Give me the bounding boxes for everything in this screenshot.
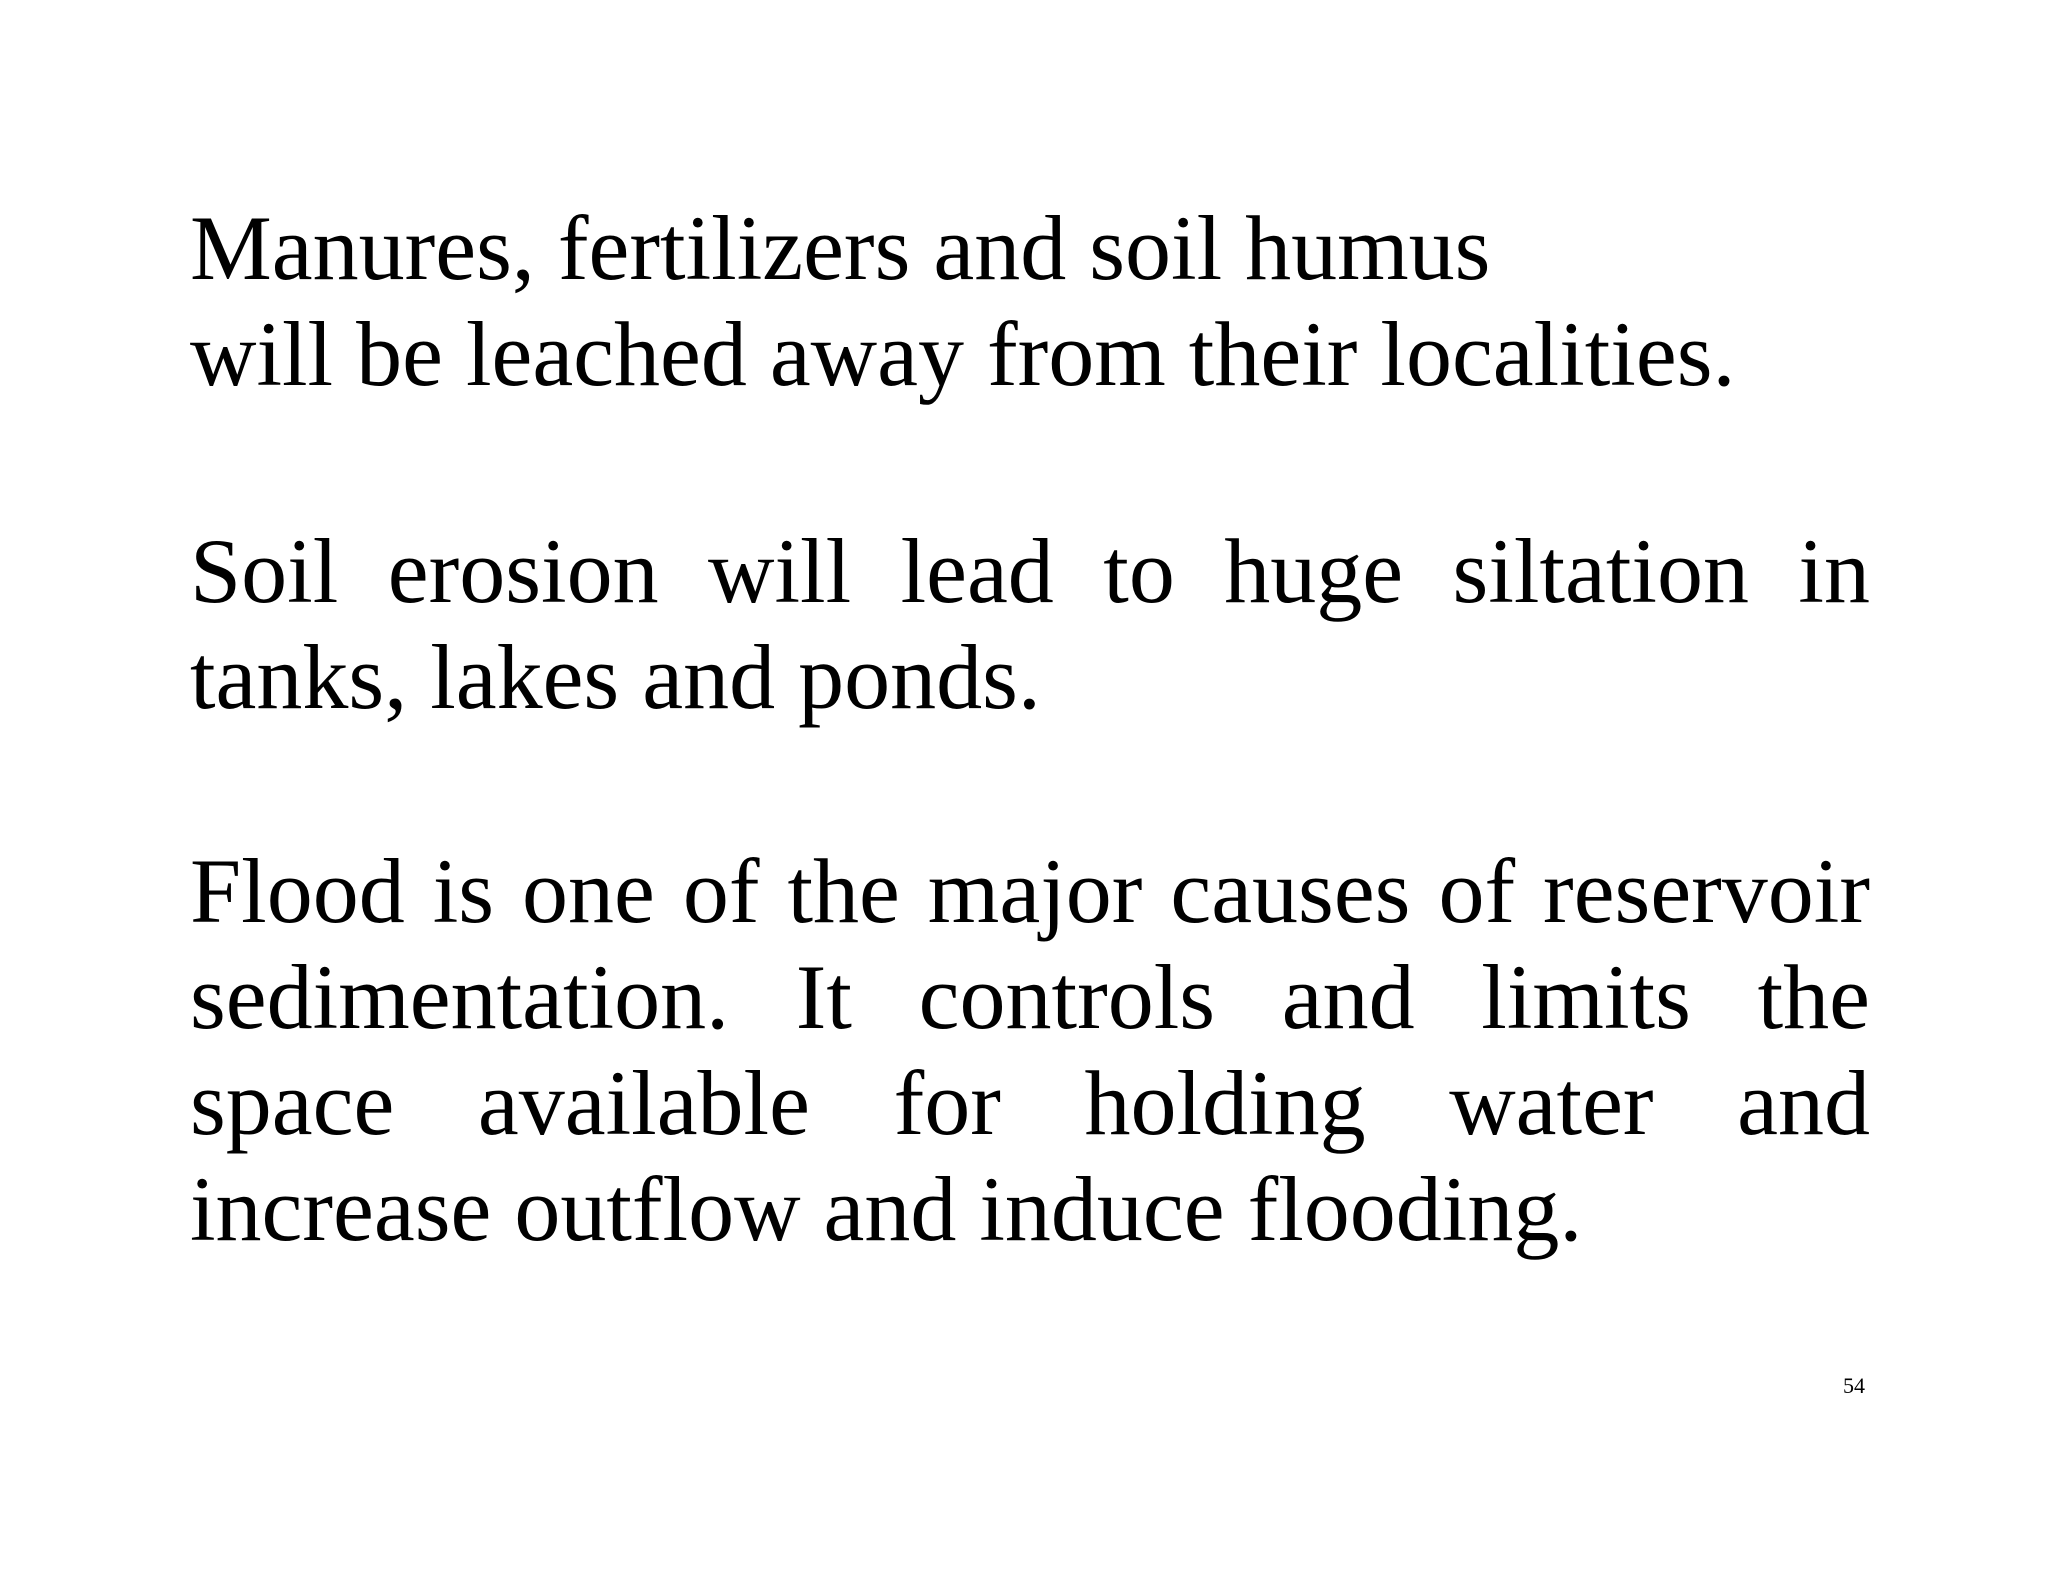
paragraph-line: tanks, lakes and ponds.: [190, 626, 1041, 728]
paragraph-manures: [190, 195, 1870, 407]
paragraph-line: Flood is one of the major causes of reservoir: [190, 840, 1870, 942]
paragraph-flood: [190, 838, 1870, 1262]
paragraph-line: space available for holding water and: [190, 1052, 1870, 1154]
paragraph-soil-erosion: [190, 518, 1870, 730]
paragraph-line: Soil erosion will lead to huge siltation in: [190, 520, 1870, 622]
paragraph-line: increase outflow and induce flooding.: [190, 1158, 1583, 1260]
paragraph-line: sedimentation. It controls and limits the: [190, 946, 1870, 1048]
paragraph-line: Manures, fertilizers and soil humus: [190, 197, 1491, 299]
page-number: 54: [1843, 1373, 1865, 1398]
paragraph-line: will be leached away from their localities.: [190, 303, 1736, 405]
